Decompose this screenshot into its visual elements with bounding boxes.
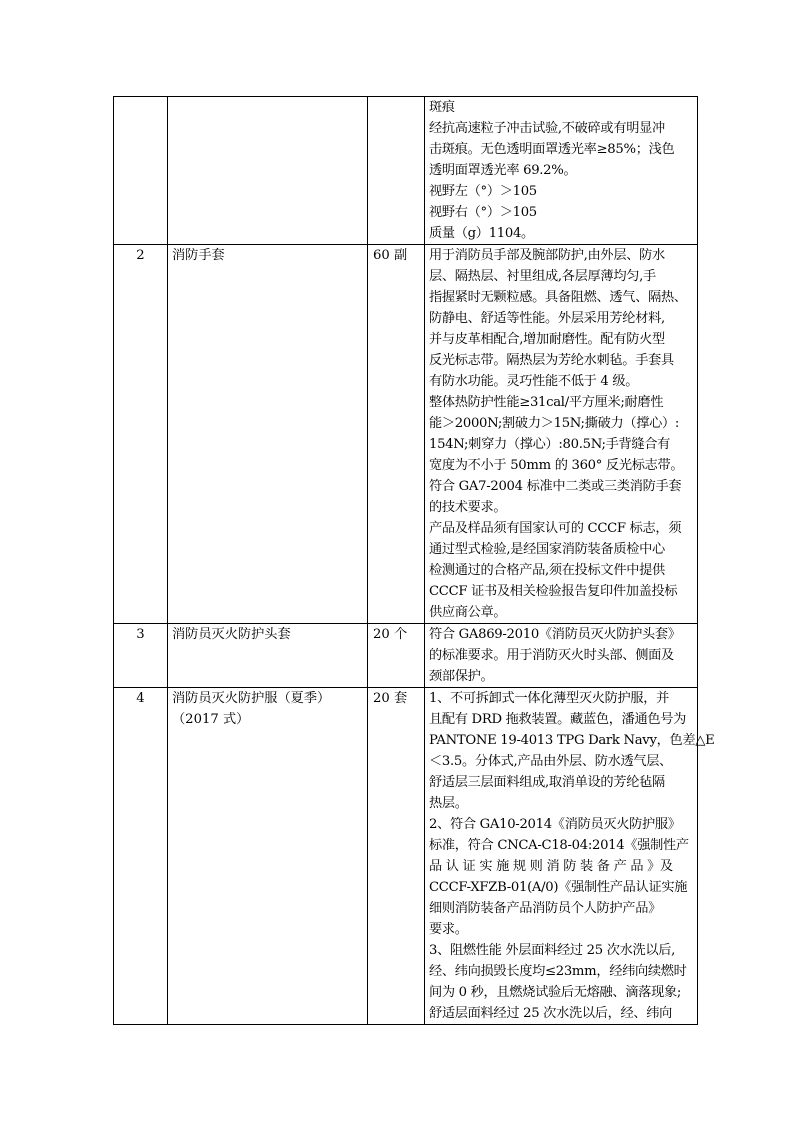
spec-line: 斑痕	[429, 100, 455, 115]
item-name-line: 消防员灭火防护服（夏季）	[172, 691, 331, 706]
spec-line: 品 认 证 实 施 规 则 消 防 装 备 产 品 》及	[429, 859, 673, 874]
spec-line: 反光标志带。隔热层为芳纶水刺毡。手套具	[429, 353, 674, 368]
item-name-line: 消防手套	[172, 248, 225, 263]
spec-line: 标准，符合 CNCA-C18-04:2014《强制性产	[429, 838, 689, 853]
spec-line: 指握紧时无颗粒感。具备阻燃、透气、隔热、	[429, 290, 687, 305]
spec-line: 要求。	[429, 922, 468, 937]
spec-line: 并与皮革相配合,增加耐磨性。配有防火型	[429, 332, 665, 347]
item-number	[114, 97, 168, 245]
spec-line: 供应商公章。	[429, 605, 507, 620]
spec-line: 视野右（°）＞105	[429, 205, 537, 220]
spec-line: 间为 0 秒，且燃烧试验后无熔融、滴落现象;	[429, 985, 681, 1000]
item-quantity: 20 套	[368, 688, 425, 1025]
spec-line: 2、符合 GA10-2014《消防员灭火防护服》	[429, 817, 681, 832]
spec-line: PANTONE 19-4013 TPG Dark Navy，色差△E	[429, 733, 715, 748]
table-row	[114, 688, 698, 1025]
spec-line: 154N;刺穿力（撑心）:80.5N;手背缝合有	[429, 437, 671, 452]
spec-line: 颈部保护。	[429, 669, 494, 684]
spec-line: 能＞2000N;割破力＞15N;撕破力（撑心）:	[429, 416, 680, 431]
item-name	[168, 624, 368, 688]
spec-line: 宽度为不小于 50mm 的 360° 反光标志带。	[429, 458, 684, 473]
spec-line: 经抗高速粒子冲击试验,不破碎或有明显冲	[429, 121, 665, 136]
item-specification	[425, 97, 698, 245]
spec-line: 有防水功能。灵巧性能不低于 4 级。	[429, 374, 639, 389]
spec-line: 用于消防员手部及腕部防护,由外层、防水	[429, 248, 665, 263]
item-name	[168, 245, 368, 624]
item-specification	[425, 624, 698, 688]
spec-line: 1、不可拆卸式一体化薄型灭火防护服，并	[429, 691, 670, 706]
item-number: 4	[114, 688, 168, 1025]
spec-line: 整体热防护性能≥31cal/平方厘米;耐磨性	[429, 395, 664, 410]
item-name-line: 消防员灭火防护头套	[172, 627, 291, 642]
item-number: 2	[114, 245, 168, 624]
spec-line: 经、纬向损毁长度均≤23mm，经纬向续燃时	[429, 964, 687, 979]
spec-line: 舒适层三层面料组成,取消单设的芳纶毡隔	[429, 775, 665, 790]
spec-line: 且配有 DRD 拖救装置。藏蓝色，潘通色号为	[429, 712, 687, 727]
spec-line: 视野左（°）＞105	[429, 184, 537, 199]
spec-line: 的标准要求。用于消防灭火时头部、侧面及	[429, 648, 674, 663]
item-quantity: 60 副	[368, 245, 425, 624]
spec-line: 符合 GA869-2010《消防员灭火防护头套》	[429, 627, 681, 642]
spec-line: CCCF-XFZB-01(A/0)《强制性产品认证实施	[429, 880, 688, 895]
table-row	[114, 245, 698, 624]
spec-line: CCCF 证书及相关检验报告复印件加盖投标	[429, 584, 678, 599]
spec-line: 舒适层面料经过 25 次水洗以后，经、纬向	[429, 1006, 673, 1021]
spec-line: 的技术要求。	[429, 500, 507, 515]
item-specification	[425, 688, 715, 1025]
item-quantity: 20 个	[368, 624, 425, 688]
spec-line: 检测通过的合格产品,须在投标文件中提供	[429, 563, 665, 578]
spec-line: 击斑痕。无色透明面罩透光率≥85%；浅色	[429, 142, 675, 157]
item-name	[168, 97, 368, 245]
spec-line: 透明面罩透光率 69.2%。	[429, 163, 577, 178]
table-body	[114, 97, 715, 1025]
item-specification	[425, 245, 698, 624]
item-quantity	[368, 97, 425, 245]
spec-line: 防静电、舒适等性能。外层采用芳纶材料,	[429, 311, 665, 326]
item-name-line: （2017 式）	[172, 712, 250, 727]
spec-line: 层、隔热层、衬里组成,各层厚薄均匀,手	[429, 269, 656, 284]
spec-line: 细则消防装备产品消防员个人防护产品》	[429, 901, 661, 916]
item-number: 3	[114, 624, 168, 688]
spec-line: ＜3.5。分体式,产品由外层、防水透气层、	[429, 754, 673, 769]
spec-line: 质量（g）1104。	[429, 226, 534, 241]
table-row	[114, 624, 698, 688]
table-row	[114, 97, 698, 245]
spec-line: 符合 GA7-2004 标准中二类或三类消防手套	[429, 479, 682, 494]
spec-line: 3、阻燃性能 外层面料经过 25 次水洗以后,	[429, 943, 676, 958]
spec-line: 通过型式检验,是经国家消防装备质检中心	[429, 542, 665, 557]
item-name	[168, 688, 368, 1025]
spec-line: 产品及样品须有国家认可的 CCCF 标志，须	[429, 521, 682, 536]
spec-line: 热层。	[429, 796, 468, 811]
equipment-spec-table	[113, 96, 715, 1025]
